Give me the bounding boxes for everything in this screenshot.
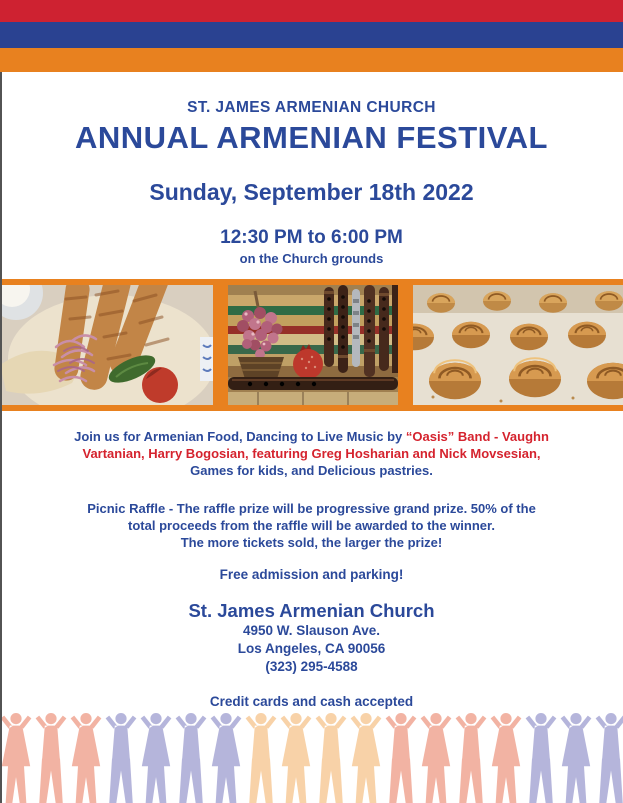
event-time: 12:30 PM to 6:00 PM: [220, 227, 403, 248]
raffle-line-2: total proceeds from the raffle will be awarded to the winner.: [128, 518, 495, 533]
contact-name: St. James Armenian Church: [188, 600, 435, 621]
photo-kebab-plate: [0, 285, 213, 405]
intro-line1-red-text: “Oasis” Band - Vaughn: [405, 429, 549, 444]
church-name: ST. JAMES ARMENIAN CHURCH: [187, 99, 436, 116]
payment-note: Credit cards and cash accepted: [209, 694, 414, 709]
admission-note: Free admission and parking!: [219, 567, 404, 582]
flag-stripe-orange: [0, 48, 623, 72]
festival-title: ANNUAL ARMENIAN FESTIVAL: [75, 120, 548, 155]
photo-grapes-duduk: [228, 285, 398, 405]
dancers-strip: [0, 712, 623, 803]
intro-line-2: Vartanian, Harry Bogosian, featuring Greg Hosharian and Nick Movsesian,: [82, 446, 541, 461]
intro-line-1: [0, 428, 623, 445]
contact-phone: (323) 295-4588: [265, 659, 358, 674]
photo-gata-pastries: [413, 285, 623, 405]
intro-paragraph: [0, 428, 623, 479]
contact-address-line2: Los Angeles, CA 90056: [237, 641, 386, 656]
flag-stripe-blue: [0, 22, 623, 48]
intro-line-3: Games for kids, and Delicious pastries.: [190, 463, 433, 478]
armenian-flag: [0, 0, 623, 72]
raffle-paragraph: [0, 500, 623, 551]
photo-strip: [0, 279, 623, 411]
dancers-svg: [0, 712, 623, 803]
event-location: on the Church grounds: [239, 251, 384, 266]
event-date: Sunday, September 18th 2022: [149, 179, 474, 205]
flag-stripe-red: [0, 0, 623, 22]
intro-line1-blue-text: Join us for Armenian Food, Dancing to Live Music by: [74, 429, 406, 444]
raffle-line-3: The more tickets sold, the larger the prize!: [180, 535, 443, 550]
contact-address-line1: 4950 W. Slauson Ave.: [242, 623, 381, 638]
left-edge-line: [0, 72, 2, 803]
raffle-line-1: Picnic Raffle - The raffle prize will be progressive grand prize. 50% of the: [87, 501, 536, 516]
